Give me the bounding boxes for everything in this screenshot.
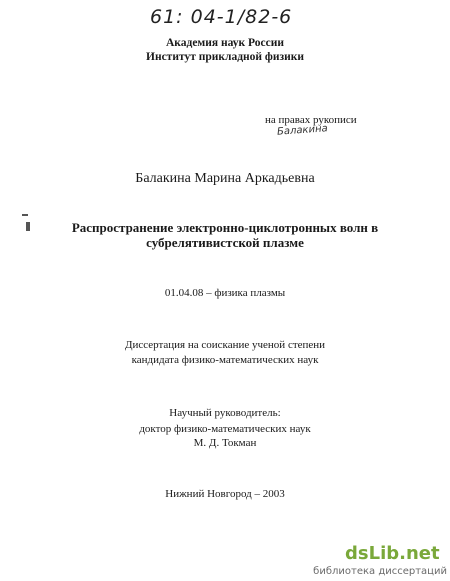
dslib-watermark-subtitle: библиотека диссертаций [313,566,447,577]
supervisor-title: доктор физико-математических наук [139,423,311,435]
scan-margin-mark [22,214,28,216]
dissertation-title-line-1: Распространение электронно-циклотронных волн в [71,220,379,235]
academy-name: Академия наук России [166,37,284,49]
manuscript-rights-note: на правах рукописи [265,114,357,126]
dslib-watermark-logo: dsLib.net [345,543,440,564]
place-and-year: Нижний Новгород – 2003 [165,488,285,500]
supervisor-name: М. Д. Токман [193,437,257,449]
author-signature: Балакина [276,123,329,138]
degree-line-2: кандидата физико-математических наук [131,354,319,366]
supervisor-label: Научный руководитель: [169,407,281,419]
degree-line-1: Диссертация на соискание ученой степени [124,339,326,351]
institute-name: Институт прикладной физики [146,51,304,63]
dissertation-title-line-2: субрелятивистской плазме [146,235,304,250]
handwritten-catalog-code: 61: 04-1/82-6 [150,6,293,28]
author-name: Балакина Марина Аркадьевна [135,171,315,186]
specialty-code: 01.04.08 – физика плазмы [164,287,286,299]
